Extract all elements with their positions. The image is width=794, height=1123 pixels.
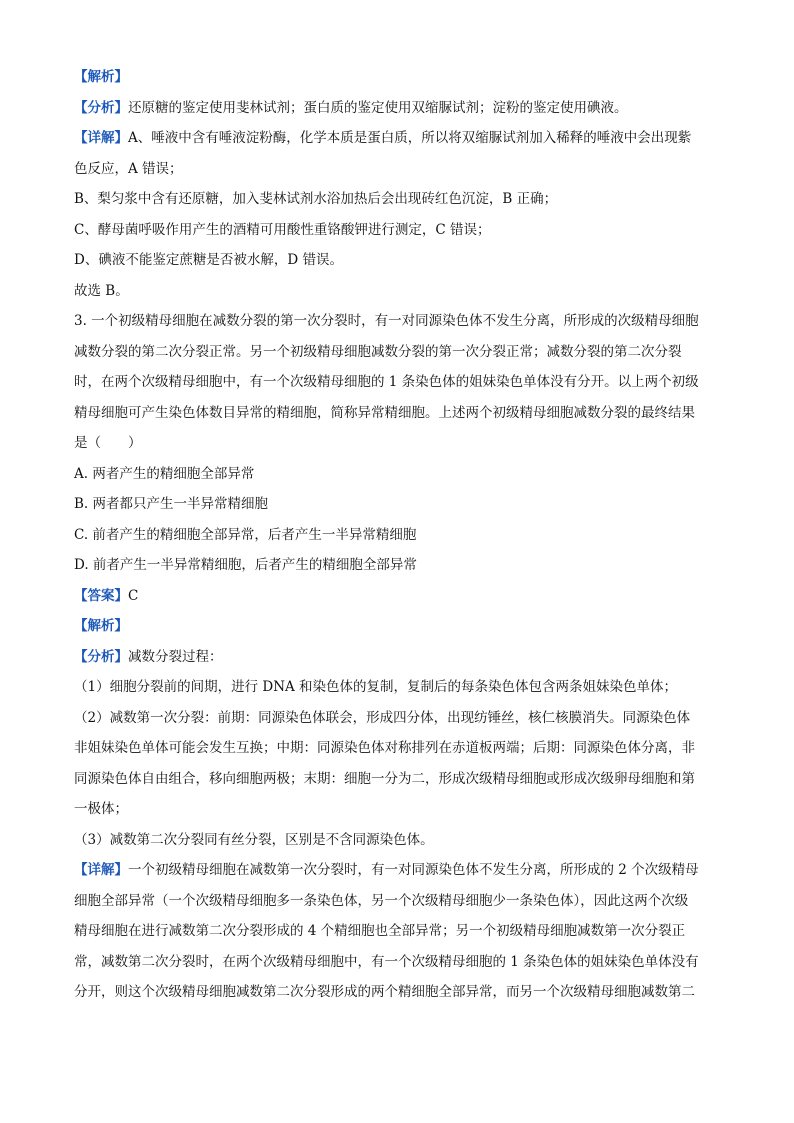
- text-line: [74, 428, 724, 459]
- line-text: 常，减数第二次分裂时，在两个次级精母细胞中，有一个次级精母细胞的 1 条染色体的姐妹染色单体没有: [74, 953, 699, 970]
- section-tag: 【详解】: [74, 130, 128, 146]
- text-line: [74, 123, 724, 154]
- text-line: [74, 977, 724, 1008]
- text-line: [74, 764, 724, 795]
- text-line: [74, 215, 724, 246]
- line-text: 色反应，A 错误；: [74, 160, 183, 177]
- line-text: 3. 一个初级精母细胞在减数分裂的第一次分裂时，有一对同源染色体不发生分离，所形成的次级精母细胞: [74, 313, 699, 329]
- line-text: （1）细胞分裂前的间期，进行 DNA 和染色体的复制，复制后的每条染色体包含两条姐妹染色单体；: [74, 679, 678, 695]
- line-text: 时，在两个次级精母细胞中，有一个次级精母细胞的 1 条染色体的姐妹染色单体没有分开。以上两个初级: [74, 374, 699, 390]
- text-line: [74, 703, 724, 734]
- line-text: 是（ ）: [74, 435, 142, 451]
- text-line: [74, 611, 724, 642]
- text-line: [74, 276, 724, 307]
- line-text: A. 两者产生的精细胞全部异常: [74, 465, 255, 482]
- line-text: B. 两者都只产生一半异常精细胞: [74, 496, 269, 512]
- section-tag: 【分析】: [74, 648, 128, 665]
- text-line: [74, 672, 724, 703]
- document-page: [74, 62, 724, 1008]
- text-line: [74, 245, 724, 276]
- line-text: C. 前者产生的精细胞全部异常，后者产生一半异常精细胞: [74, 526, 417, 543]
- text-line: [74, 367, 724, 398]
- text-line: [74, 93, 724, 124]
- line-text: 还原糖的鉴定使用斐林试剂；蛋白质的鉴定使用双缩脲试剂；淀粉的鉴定使用碘液。: [128, 99, 628, 116]
- section-tag: 【详解】: [74, 862, 128, 878]
- text-line: [74, 947, 724, 978]
- line-text: 一极体；: [74, 801, 128, 817]
- text-line: [74, 794, 724, 825]
- line-text: C: [128, 587, 139, 604]
- line-text: （3）减数第二次分裂同有丝分裂，区别是不含同源染色体。: [74, 831, 434, 848]
- line-text: 分开，则这个次级精母细胞减数第二次分裂形成的两个精细胞全部异常，而另一个次级精母细胞减数第二: [74, 984, 695, 1000]
- text-line: [74, 62, 724, 93]
- line-text: 细胞全部异常（一个次级精母细胞多一条染色体，另一个次级精母细胞少一条染色体），因此这两个次级: [74, 892, 689, 909]
- text-line: [74, 642, 724, 673]
- line-text: 一个初级精母细胞在减数第一次分裂时，有一对同源染色体不发生分离，所形成的 2 个次级精母: [128, 862, 699, 878]
- section-tag: 【解析】: [74, 618, 128, 634]
- line-text: B、梨匀浆中含有还原糖，加入斐林试剂水浴加热后会出现砖红色沉淀，B 正确；: [74, 191, 558, 207]
- text-line: [74, 550, 724, 581]
- text-line: [74, 886, 724, 917]
- text-line: [74, 306, 724, 337]
- text-line: [74, 489, 724, 520]
- line-text: D、碘液不能鉴定蔗糖是否被水解，D 错误。: [74, 252, 343, 268]
- text-line: [74, 398, 724, 429]
- line-text: 非姐妹染色单体可能会发生互换；中期：同源染色体对称排列在赤道板两端；后期：同源染色体分离，非: [74, 740, 695, 756]
- line-text: （2）减数第一次分裂：前期：同源染色体联会，形成四分体，出现纺锤丝，核仁核膜消失。同源染色体: [74, 709, 691, 726]
- line-text: 故选 B。: [74, 282, 129, 299]
- text-line: [74, 154, 724, 185]
- line-text: C、酵母菌呼吸作用产生的酒精可用酸性重铬酸钾进行测定，C 错误；: [74, 221, 491, 238]
- text-line: [74, 825, 724, 856]
- text-line: [74, 459, 724, 490]
- text-line: [74, 337, 724, 368]
- text-line: [74, 916, 724, 947]
- text-line: [74, 581, 724, 612]
- text-line: [74, 184, 724, 215]
- section-tag: 【解析】: [74, 69, 128, 85]
- text-line: [74, 520, 724, 551]
- section-tag: 【答案】: [74, 587, 128, 604]
- line-text: D. 前者产生一半异常精细胞，后者产生的精细胞全部异常: [74, 557, 417, 573]
- line-text: 减数分裂的第二次分裂正常。另一个初级精母细胞减数分裂的第一次分裂正常；减数分裂的第二次分裂: [74, 343, 682, 360]
- line-text: 同源染色体自由组合，移向细胞两极；末期：细胞一分为二，形成次级精母细胞或形成次级卵母细胞和第: [74, 770, 695, 787]
- line-text: A、唾液中含有唾液淀粉酶，化学本质是蛋白质，所以将双缩脲试剂加入稀释的唾液中会出现紫: [128, 130, 692, 146]
- line-text: 精母细胞在进行减数第二次分裂形成的 4 个精细胞也全部异常；另一个初级精母细胞减数第一次分裂正: [74, 923, 686, 939]
- text-line: [74, 733, 724, 764]
- text-line: [74, 855, 724, 886]
- line-text: 减数分裂过程：: [128, 648, 223, 665]
- section-tag: 【分析】: [74, 99, 128, 116]
- line-text: 精母细胞可产生染色体数目异常的精细胞，简称异常精细胞。上述两个初级精母细胞减数分裂的最终结果: [74, 404, 695, 421]
